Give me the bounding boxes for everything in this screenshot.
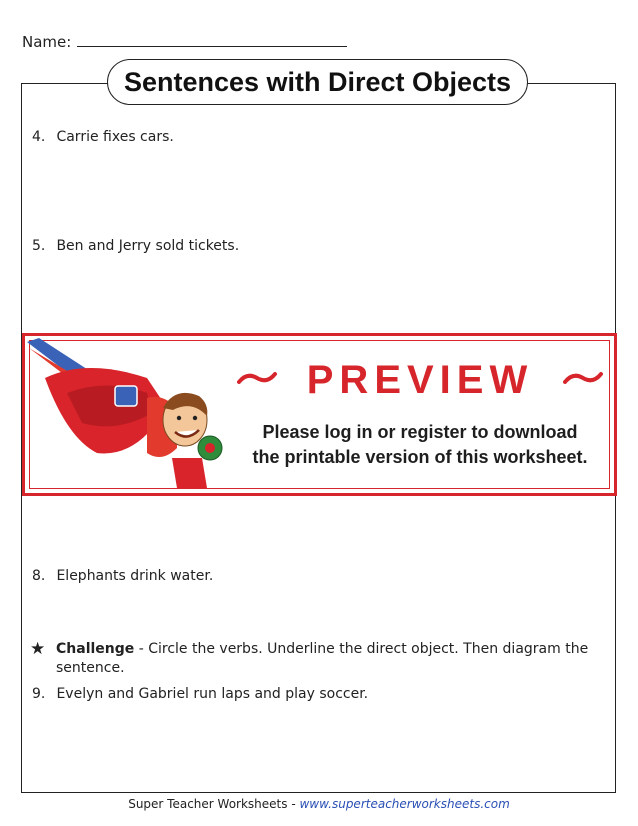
question-text: Elephants drink water. <box>56 568 214 584</box>
question-number: 9. <box>32 686 46 702</box>
question-text: Carrie fixes cars. <box>56 129 174 145</box>
question-8 <box>32 568 213 584</box>
name-field-row <box>22 32 347 51</box>
footer-url-link[interactable]: www.superteacherworksheets.com <box>299 797 510 811</box>
challenge-text <box>56 640 595 678</box>
question-text: Ben and Jerry sold tickets. <box>56 238 240 254</box>
preview-message <box>230 420 610 470</box>
challenge-instructions <box>30 640 595 678</box>
preview-banner[interactable] <box>22 333 617 496</box>
footer-site: Super Teacher Worksheets - <box>128 797 300 811</box>
preview-heading-text: PREVIEW <box>306 358 534 402</box>
star-icon: ★ <box>30 639 46 659</box>
tilde-left-icon <box>237 370 277 386</box>
question-number: 8. <box>32 568 46 584</box>
challenge-label: Challenge <box>56 641 135 657</box>
footer <box>0 797 638 811</box>
superhero-mascot-icon <box>27 338 232 493</box>
worksheet-title: Sentences with Direct Objects <box>107 59 528 105</box>
challenge-body: - Circle the verbs. Underline the direct object. Then diagram the sentence. <box>56 641 589 676</box>
preview-message-line-2: the printable version of this worksheet. <box>252 447 588 467</box>
tilde-right-icon <box>563 370 603 386</box>
question-number: 5. <box>32 238 46 254</box>
preview-message-line-1: Please log in or register to download <box>262 422 578 442</box>
question-9 <box>32 686 368 702</box>
question-4 <box>32 129 174 145</box>
name-blank-line <box>77 32 347 47</box>
question-5 <box>32 238 239 254</box>
question-number: 4. <box>32 129 46 145</box>
question-text: Evelyn and Gabriel run laps and play soccer. <box>56 686 369 702</box>
name-label: Name: <box>22 33 72 51</box>
preview-heading <box>235 358 605 402</box>
